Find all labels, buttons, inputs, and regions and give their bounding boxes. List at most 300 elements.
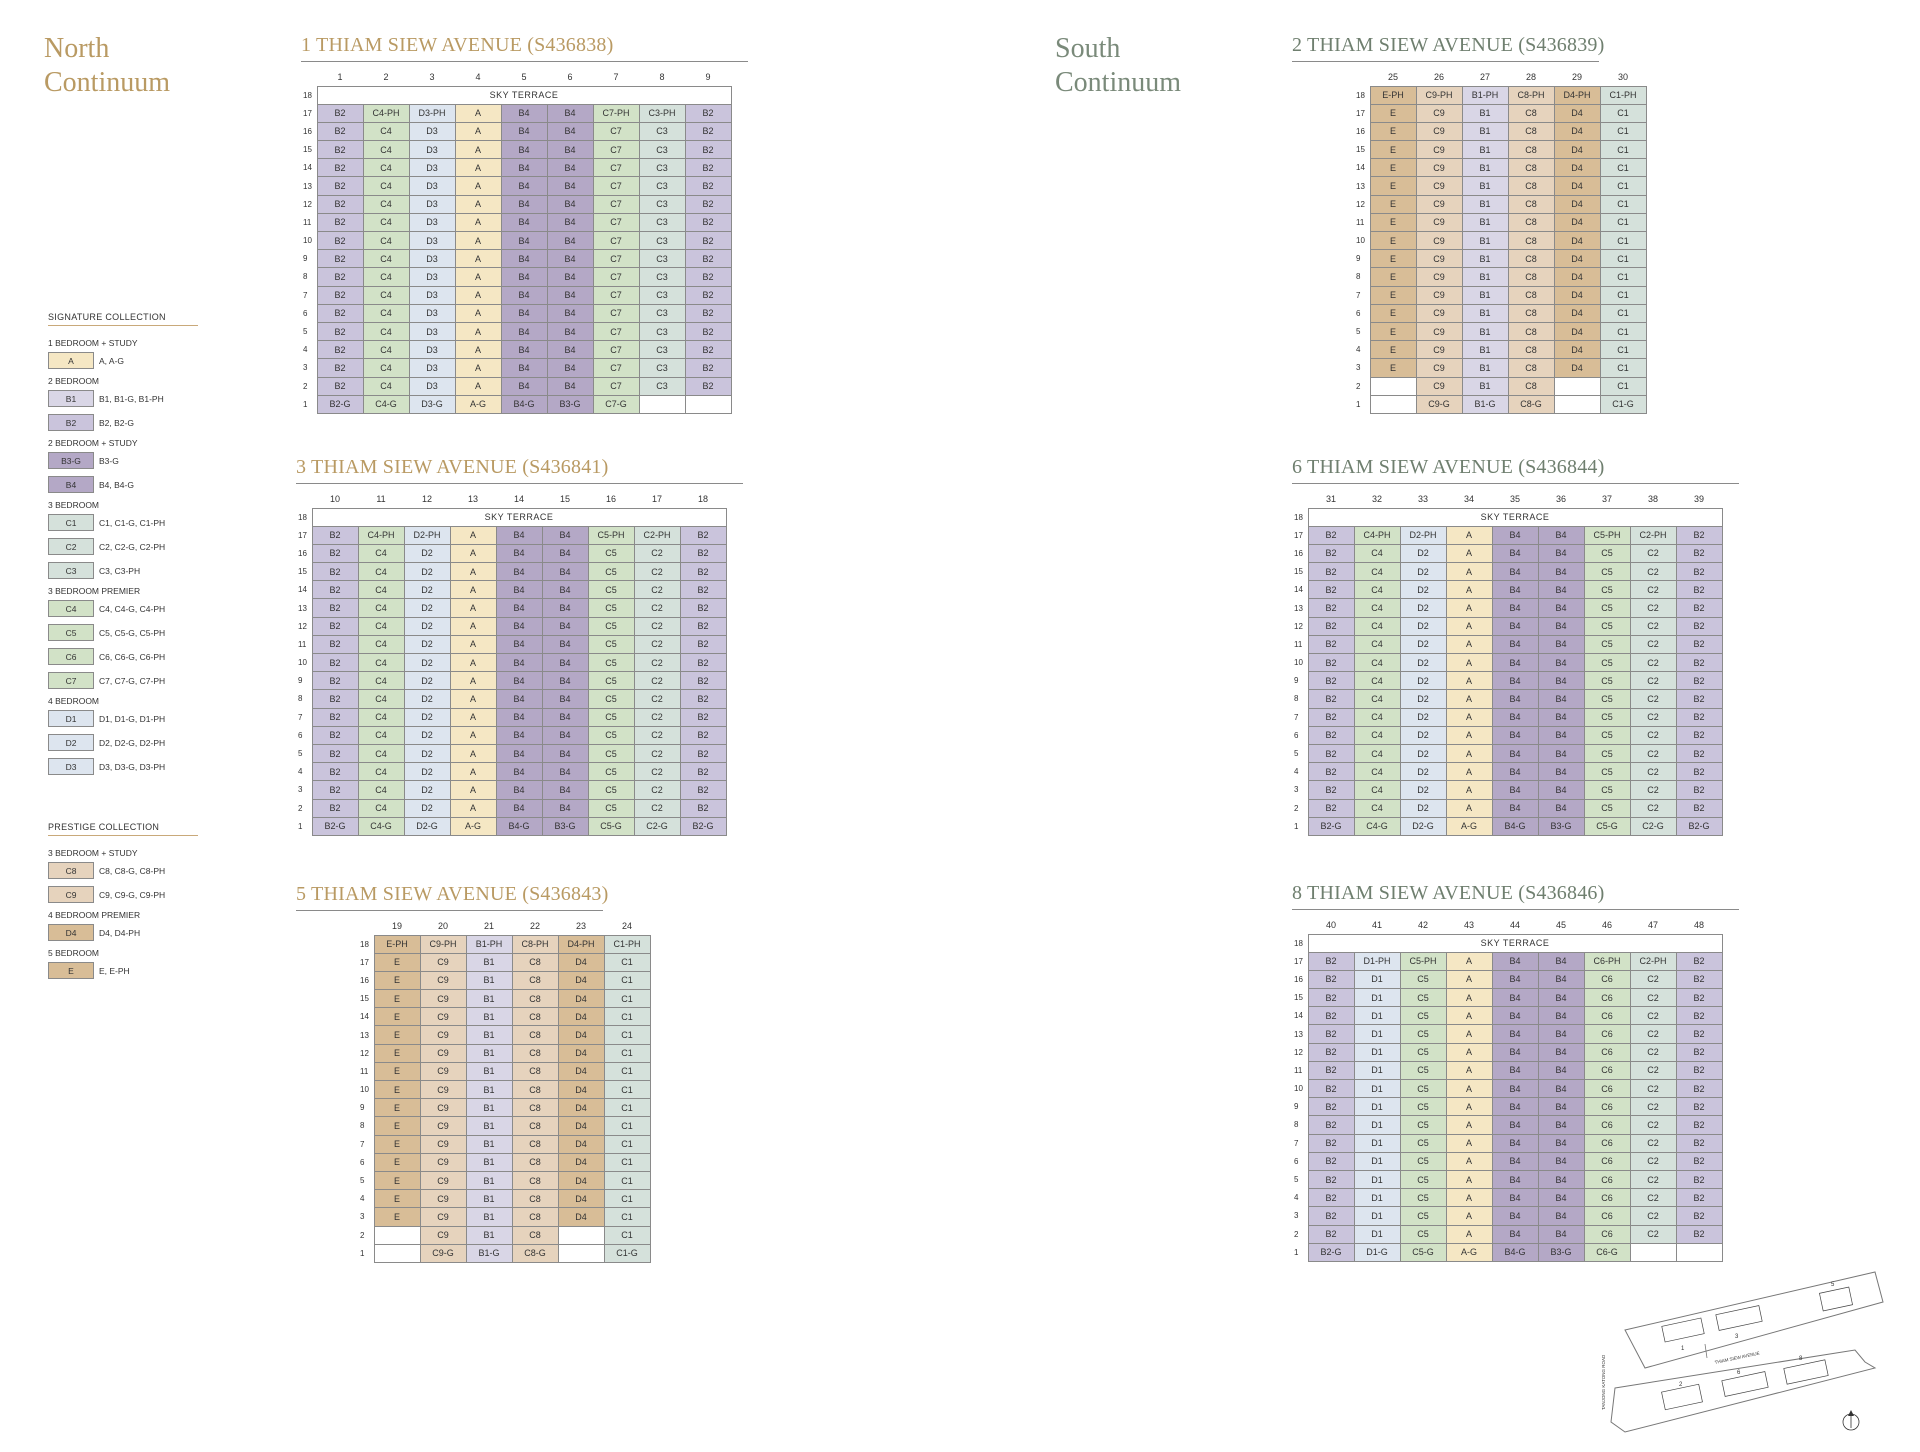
unit-cell: B1: [1462, 304, 1508, 322]
unit-cell: B1: [466, 953, 512, 971]
unit-cell: C4: [358, 708, 404, 726]
unit-cell: C4: [358, 799, 404, 817]
unit-cell: B4: [547, 232, 593, 250]
unit-cell: C4: [358, 599, 404, 617]
floor-number: 11: [360, 1066, 369, 1076]
unit-cell: B4: [547, 195, 593, 213]
unit-cell: C3: [639, 268, 685, 286]
unit-cell: A: [1446, 599, 1492, 617]
unit-cell: A: [450, 581, 496, 599]
legend-description: C7, C7-G, C7-PH: [99, 675, 166, 686]
legend-group-title: 2 BEDROOM: [48, 376, 100, 386]
floor-number: 6: [1294, 730, 1299, 740]
legend-swatch: D3: [48, 758, 94, 775]
unit-cell: C4: [1354, 599, 1400, 617]
unit-cell: B1: [1462, 213, 1508, 231]
unit-cell: C2: [634, 781, 680, 799]
unit-cell: C2: [1630, 1189, 1676, 1207]
south-title-line2: Continuum: [1055, 67, 1182, 98]
unit-cell: D2: [1400, 635, 1446, 653]
unit-cell: C1: [604, 1026, 650, 1044]
unit-cell: B2: [1308, 763, 1354, 781]
site-label-block-8: 8: [1799, 1356, 1803, 1362]
unit-cell: B1: [466, 1062, 512, 1080]
unit-cell: D3: [409, 341, 455, 359]
unit-cell: E: [374, 1117, 420, 1135]
floor-number: 8: [298, 694, 303, 704]
unit-cell: B4: [542, 563, 588, 581]
site-road-label-thiam-siew: THIAM SIEW AVENUE: [1714, 1350, 1761, 1365]
unit-cell: C6: [1584, 1025, 1630, 1043]
unit-cell: B2: [317, 286, 363, 304]
corner-cell: [1292, 916, 1308, 934]
unit-cell: A: [1446, 1098, 1492, 1116]
floor-number: 15: [303, 145, 312, 155]
unit-cell: B2: [1676, 563, 1722, 581]
unit-cell: B4: [1492, 1207, 1538, 1225]
unit-cell: B2: [1308, 690, 1354, 708]
unit-cell: B4: [542, 799, 588, 817]
floor-row: [1292, 1152, 1722, 1170]
unit-number-row: [301, 68, 731, 86]
floor-number: 7: [1294, 1138, 1299, 1148]
floor-number: 6: [298, 730, 303, 740]
floor-number: 18: [303, 90, 312, 100]
unit-cell: C2: [1630, 599, 1676, 617]
floor-row: [1292, 1134, 1722, 1152]
floor-number: 9: [360, 1103, 365, 1113]
unit-cell: C5: [588, 654, 634, 672]
unit-cell: A: [450, 544, 496, 562]
unit-cell: B1-G: [1462, 395, 1508, 413]
unit-cell: C8: [512, 1190, 558, 1208]
unit-cell: D2: [404, 563, 450, 581]
floor-number: 3: [298, 785, 303, 795]
floor-number: 2: [1294, 803, 1299, 813]
unit-cell: D2: [1400, 690, 1446, 708]
unit-cell: B4: [1492, 1170, 1538, 1188]
floor-row: [301, 286, 731, 304]
unit-cell: B2: [1308, 544, 1354, 562]
floor-number: 8: [1356, 272, 1361, 282]
unit-cell: E: [1370, 141, 1416, 159]
unit-cell: B4: [501, 213, 547, 231]
unit-cell: B2: [1308, 989, 1354, 1007]
unit-cell: E: [1370, 341, 1416, 359]
unit-cell: D4: [558, 1171, 604, 1189]
floor-number: 10: [298, 658, 307, 668]
floor-row: [296, 817, 726, 835]
unit-number: 24: [621, 920, 632, 931]
unit-cell: A: [1446, 1152, 1492, 1170]
unit-cell: C4: [1354, 744, 1400, 762]
unit-cell: B4: [1492, 781, 1538, 799]
unit-cell: B2-G: [317, 395, 363, 413]
unit-cell: B4: [1492, 563, 1538, 581]
unit-cell: B2: [1308, 1207, 1354, 1225]
legend-item: [48, 562, 198, 579]
unit-cell: A: [1446, 726, 1492, 744]
unit-cell: A: [450, 563, 496, 581]
unit-cell: C5: [588, 672, 634, 690]
unit-cell: D3: [409, 232, 455, 250]
unit-cell: B2: [685, 104, 731, 122]
unit-cell: C4: [363, 341, 409, 359]
unit-cell: D3: [409, 122, 455, 140]
unit-cell: C5-PH: [1584, 526, 1630, 544]
legend-description: D3, D3-G, D3-PH: [99, 761, 166, 772]
unit-cell: D4: [558, 1008, 604, 1026]
floor-row: [1292, 581, 1722, 599]
unit-number: 12: [421, 493, 432, 504]
unit-cell: C8: [512, 1062, 558, 1080]
unit-number: 6: [567, 71, 573, 82]
unit-cell: B1: [1462, 250, 1508, 268]
floor-row: [358, 1117, 650, 1135]
unit-cell: B1: [1462, 322, 1508, 340]
unit-cell: C5: [1400, 989, 1446, 1007]
unit-cell: B2: [685, 122, 731, 140]
floor-row: [296, 763, 726, 781]
floor-row: [1354, 195, 1646, 213]
unit-cell: D3: [409, 159, 455, 177]
unit-cell: B1: [1462, 104, 1508, 122]
unit-cell: B2: [1676, 763, 1722, 781]
unit-cell: D4: [558, 1117, 604, 1135]
unit-cell: C8: [1508, 122, 1554, 140]
floor-number: 14: [1294, 585, 1303, 595]
legend-description: B2, B2-G: [99, 417, 134, 428]
unit-cell: B4: [1492, 1025, 1538, 1043]
unit-cell: B4: [1538, 617, 1584, 635]
legend-group-title: 3 BEDROOM: [48, 500, 100, 510]
unit-cell: B2: [685, 359, 731, 377]
unit-cell: C4-PH: [358, 526, 404, 544]
unit-cell: D4: [1554, 359, 1600, 377]
unit-cell: D2: [404, 781, 450, 799]
legend-description: C9, C9-G, C9-PH: [99, 889, 166, 900]
unit-number: 17: [651, 493, 662, 504]
floor-number: 3: [360, 1212, 365, 1222]
unit-number: 43: [1463, 919, 1474, 930]
unit-cell: C2: [634, 654, 680, 672]
unit-cell: C8: [512, 971, 558, 989]
unit-cell: C1: [604, 1062, 650, 1080]
unit-cell: C5: [1584, 635, 1630, 653]
unit-cell: C7-G: [593, 395, 639, 413]
unit-cell: E: [1370, 232, 1416, 250]
unit-cell: C4: [358, 744, 404, 762]
unit-cell: A: [1446, 617, 1492, 635]
unit-cell: C3: [639, 195, 685, 213]
unit-cell: C4: [363, 268, 409, 286]
unit-cell: C5: [588, 544, 634, 562]
floor-number: 5: [1294, 749, 1299, 759]
unit-number: 3: [429, 71, 435, 82]
site-label-block-6: 6: [1737, 1370, 1741, 1376]
unit-cell: A: [450, 599, 496, 617]
unit-cell: C3: [639, 141, 685, 159]
floor-number: 5: [303, 327, 308, 337]
floor-row: [358, 1026, 650, 1044]
unit-cell: D4: [1554, 232, 1600, 250]
legend-item: [48, 734, 198, 751]
unit-cell: B2: [1308, 563, 1354, 581]
unit-cell: A: [455, 377, 501, 395]
floor-number: 4: [1294, 767, 1299, 777]
unit-cell: C4: [358, 654, 404, 672]
empty-unit-cell: [1676, 1243, 1722, 1261]
unit-cell: C4: [1354, 799, 1400, 817]
unit-cell: C3: [639, 286, 685, 304]
unit-cell: B4: [1538, 635, 1584, 653]
unit-cell: D2: [404, 708, 450, 726]
legend-description: B1, B1-G, B1-PH: [99, 393, 164, 404]
unit-cell: C2: [1630, 1207, 1676, 1225]
unit-cell: C4-G: [358, 817, 404, 835]
unit-cell: B2: [1676, 544, 1722, 562]
unit-cell: C1: [1600, 322, 1646, 340]
floor-row: [358, 1008, 650, 1026]
unit-cell: C4-G: [363, 395, 409, 413]
unit-cell: B4: [1538, 526, 1584, 544]
unit-cell: C6: [1584, 1170, 1630, 1188]
empty-unit-cell: [639, 395, 685, 413]
unit-cell: D2-G: [404, 817, 450, 835]
floor-row: [301, 159, 731, 177]
unit-cell: E: [374, 1081, 420, 1099]
unit-cell: B2: [317, 322, 363, 340]
unit-cell: C4: [1354, 617, 1400, 635]
unit-cell: C5: [588, 635, 634, 653]
unit-cell: B4: [1492, 1152, 1538, 1170]
unit-cell: B2: [1308, 1189, 1354, 1207]
unit-cell: C4: [363, 195, 409, 213]
legend-group-title: 2 BEDROOM + STUDY: [48, 438, 138, 448]
unit-cell: C4: [1354, 726, 1400, 744]
unit-cell: B4: [496, 708, 542, 726]
unit-cell: B2: [680, 708, 726, 726]
unit-cell: B2: [1308, 1061, 1354, 1079]
unit-number: 36: [1555, 493, 1566, 504]
legend-description: B3-G: [99, 455, 119, 466]
floor-row: [1354, 86, 1646, 104]
unit-cell: A: [455, 250, 501, 268]
unit-cell: B2: [1676, 690, 1722, 708]
unit-cell: C7: [593, 177, 639, 195]
unit-cell: D1: [1354, 989, 1400, 1007]
unit-stack-table: [301, 68, 732, 414]
unit-cell: B2: [312, 690, 358, 708]
unit-cell: C5: [1584, 581, 1630, 599]
legend-description: C1, C1-G, C1-PH: [99, 517, 166, 528]
floor-row: [1292, 672, 1722, 690]
unit-number: 28: [1525, 71, 1536, 82]
unit-cell: C1: [1600, 177, 1646, 195]
unit-cell: C2: [634, 763, 680, 781]
unit-cell: E: [374, 1171, 420, 1189]
legend-item: [48, 710, 198, 727]
unit-cell: D1: [1354, 1043, 1400, 1061]
unit-cell: E: [1370, 304, 1416, 322]
unit-cell: B2: [312, 563, 358, 581]
unit-cell: B2: [685, 322, 731, 340]
floor-row: [1292, 763, 1722, 781]
floor-row: [1292, 1098, 1722, 1116]
legend-group-title: 3 BEDROOM + STUDY: [48, 848, 138, 858]
unit-cell: C3: [639, 377, 685, 395]
unit-cell: C5: [588, 690, 634, 708]
unit-cell: B4: [496, 690, 542, 708]
unit-cell: C4: [1354, 563, 1400, 581]
unit-cell: A: [1446, 708, 1492, 726]
unit-cell: C2: [1630, 1098, 1676, 1116]
unit-cell: C8: [512, 1044, 558, 1062]
unit-number: 29: [1571, 71, 1582, 82]
unit-cell: B2: [1676, 617, 1722, 635]
unit-cell: B4: [1492, 1134, 1538, 1152]
unit-cell: D2: [1400, 544, 1446, 562]
unit-cell: C1: [604, 1226, 650, 1244]
floor-row: [1354, 213, 1646, 231]
floor-row: [296, 690, 726, 708]
floor-number: 10: [1356, 236, 1365, 246]
unit-cell: C5: [1400, 1080, 1446, 1098]
unit-cell: C5: [588, 708, 634, 726]
floor-row: [358, 990, 650, 1008]
unit-cell: B2: [680, 781, 726, 799]
unit-cell: B2: [1308, 654, 1354, 672]
unit-cell: C9: [420, 990, 466, 1008]
unit-cell: B4: [1538, 1170, 1584, 1188]
unit-cell: A: [1446, 690, 1492, 708]
unit-cell: C2: [634, 726, 680, 744]
unit-cell: D3: [409, 268, 455, 286]
unit-cell: B4: [1538, 989, 1584, 1007]
floor-number: 12: [360, 1048, 369, 1058]
unit-cell: A: [1446, 1080, 1492, 1098]
unit-cell: B4: [501, 359, 547, 377]
unit-cell: C4: [1354, 544, 1400, 562]
empty-unit-cell: [1370, 377, 1416, 395]
unit-cell: B2: [680, 581, 726, 599]
unit-cell: C9-G: [420, 1244, 466, 1262]
unit-cell: C8: [1508, 104, 1554, 122]
floor-number: 8: [1294, 1120, 1299, 1130]
north-arrow-icon: [1843, 1410, 1859, 1430]
floor-number: 8: [360, 1121, 365, 1131]
block-5-stack-chart: [296, 883, 651, 1263]
unit-cell: B2-G: [312, 817, 358, 835]
floor-row: [1292, 1061, 1722, 1079]
unit-cell: C7: [593, 322, 639, 340]
legend-description: C3, C3-PH: [99, 565, 141, 576]
unit-cell: C8-PH: [512, 935, 558, 953]
unit-cell: E: [1370, 104, 1416, 122]
unit-cell: B4: [1492, 690, 1538, 708]
site-label-block-2: 2: [1679, 1382, 1683, 1388]
floor-row: [301, 195, 731, 213]
unit-cell: B2: [685, 250, 731, 268]
unit-cell: C9: [1416, 159, 1462, 177]
floor-number: 17: [303, 108, 312, 118]
floor-number: 14: [360, 1012, 369, 1022]
unit-cell: A: [450, 763, 496, 781]
unit-cell: C6: [1584, 1134, 1630, 1152]
floor-number: 5: [298, 749, 303, 759]
unit-cell: D2: [404, 799, 450, 817]
unit-cell: D1: [1354, 1134, 1400, 1152]
unit-cell: D4: [1554, 177, 1600, 195]
unit-cell: C1: [1600, 195, 1646, 213]
south-title-line1: South: [1055, 33, 1121, 64]
unit-cell: C9: [1416, 341, 1462, 359]
floor-row: [1292, 1116, 1722, 1134]
unit-cell: D4: [1554, 341, 1600, 359]
unit-cell: C7-PH: [593, 104, 639, 122]
unit-cell: D3-PH: [409, 104, 455, 122]
unit-cell: E: [374, 1190, 420, 1208]
floor-number: 14: [303, 163, 312, 173]
site-label-block-1: 1: [1681, 1346, 1685, 1352]
legend-swatch: C7: [48, 672, 94, 689]
unit-cell: E: [374, 1062, 420, 1080]
unit-cell: C1: [604, 1171, 650, 1189]
unit-cell: B2: [312, 672, 358, 690]
floor-number: 13: [360, 1030, 369, 1040]
unit-cell: B2: [317, 359, 363, 377]
unit-cell: C1: [1600, 250, 1646, 268]
unit-cell: C1: [1600, 213, 1646, 231]
sky-terrace-row: [1292, 934, 1722, 952]
floor-number: 13: [1294, 603, 1303, 613]
unit-cell: A: [450, 781, 496, 799]
floor-row: [358, 1190, 650, 1208]
legend-swatch: C2: [48, 538, 94, 555]
unit-cell: B4: [1492, 799, 1538, 817]
unit-cell: C5: [1400, 1007, 1446, 1025]
unit-number: 25: [1387, 71, 1398, 82]
unit-cell: C2: [1630, 1152, 1676, 1170]
floor-number: 7: [1294, 712, 1299, 722]
unit-cell: E: [374, 1153, 420, 1171]
unit-cell: B4: [1538, 690, 1584, 708]
unit-cell: C6: [1584, 1043, 1630, 1061]
unit-cell: B4: [542, 526, 588, 544]
floor-number: 15: [1294, 993, 1303, 1003]
unit-cell: A: [1446, 763, 1492, 781]
unit-cell: B2: [1676, 635, 1722, 653]
unit-cell: C2: [1630, 1043, 1676, 1061]
unit-cell: D4: [1554, 322, 1600, 340]
unit-cell: C4: [363, 177, 409, 195]
unit-cell: B4: [501, 341, 547, 359]
corner-cell: [358, 917, 374, 935]
unit-cell: B1: [466, 1026, 512, 1044]
floor-row: [301, 395, 731, 413]
unit-stack-table: [1354, 68, 1647, 414]
unit-cell: C4: [1354, 763, 1400, 781]
unit-cell: B4: [496, 526, 542, 544]
unit-cell: C6: [1584, 1061, 1630, 1079]
unit-cell: C4: [363, 250, 409, 268]
legend-group-title: 1 BEDROOM + STUDY: [48, 338, 138, 348]
unit-cell: D1: [1354, 1080, 1400, 1098]
unit-cell: B4: [501, 322, 547, 340]
empty-unit-cell: [1554, 395, 1600, 413]
floor-row: [296, 544, 726, 562]
unit-cell: D4: [1554, 304, 1600, 322]
